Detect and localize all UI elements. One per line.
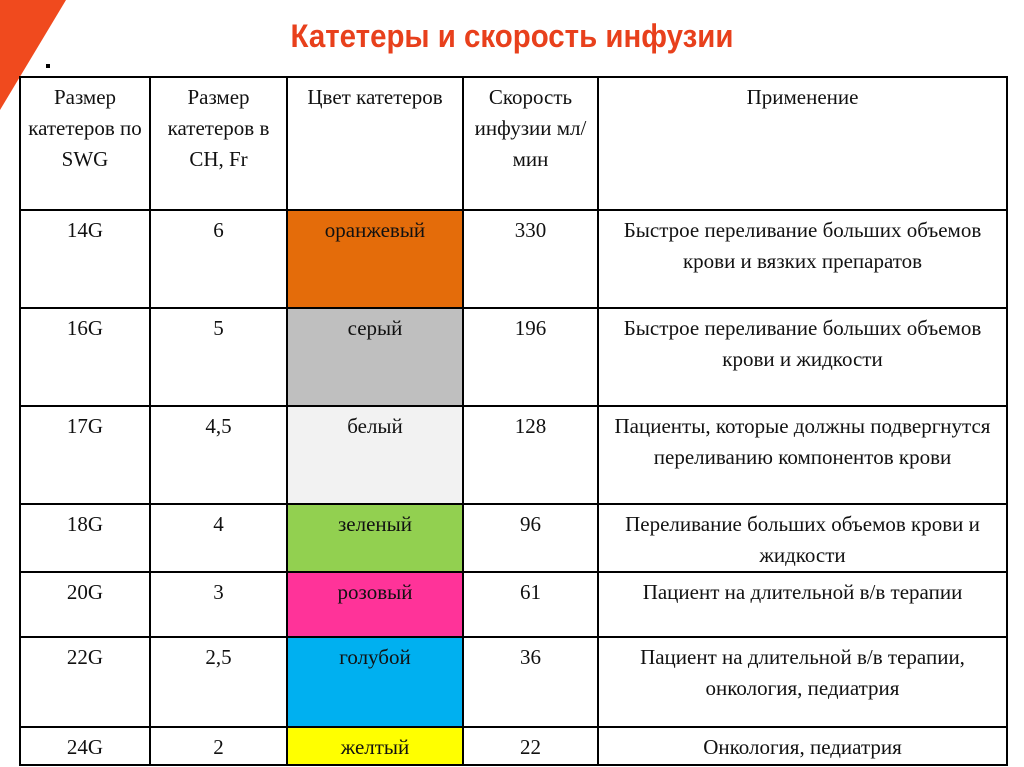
cell-color: зеленый xyxy=(287,504,463,572)
cell-usage: Пациент на длительной в/в терапии xyxy=(598,572,1007,637)
cell-color: голубой xyxy=(287,637,463,727)
header-fr: Размер катетеров в СН, Fr xyxy=(150,77,287,210)
cell-fr: 4,5 xyxy=(150,406,287,504)
cell-usage: Быстрое переливание больших объемов крови и вязких препаратов xyxy=(598,210,1007,308)
cell-fr: 5 xyxy=(150,308,287,406)
cell-rate: 61 xyxy=(463,572,598,637)
cell-swg: 20G xyxy=(20,572,150,637)
cell-swg: 18G xyxy=(20,504,150,572)
header-swg: Размер катетеров по SWG xyxy=(20,77,150,210)
table-row xyxy=(20,210,1007,308)
cell-color: розовый xyxy=(287,572,463,637)
cell-usage: Быстрое переливание больших объемов крови и жидкости xyxy=(598,308,1007,406)
table-row xyxy=(20,572,1007,637)
cell-rate: 330 xyxy=(463,210,598,308)
cell-fr: 6 xyxy=(150,210,287,308)
header-rate: Скорость инфузии мл/мин xyxy=(463,77,598,210)
cell-rate: 36 xyxy=(463,637,598,727)
cell-swg: 14G xyxy=(20,210,150,308)
cell-fr: 3 xyxy=(150,572,287,637)
table-row xyxy=(20,637,1007,727)
cell-usage: Переливание больших объемов крови и жидкости xyxy=(598,504,1007,572)
bullet-dot xyxy=(46,64,50,68)
table-row xyxy=(20,504,1007,572)
header-usage: Применение xyxy=(598,77,1007,210)
cell-usage: Онкология, педиатрия xyxy=(598,727,1007,765)
cell-usage: Пациент на длительной в/в терапии, онкология, педиатрия xyxy=(598,637,1007,727)
cell-color: белый xyxy=(287,406,463,504)
cell-rate: 22 xyxy=(463,727,598,765)
cell-color: серый xyxy=(287,308,463,406)
table-header-row xyxy=(20,77,1007,210)
cell-rate: 96 xyxy=(463,504,598,572)
cell-swg: 16G xyxy=(20,308,150,406)
table-row xyxy=(20,406,1007,504)
cell-swg: 24G xyxy=(20,727,150,765)
cell-usage: Пациенты, которые должны подвергнутся переливанию компонентов крови xyxy=(598,406,1007,504)
cell-rate: 196 xyxy=(463,308,598,406)
cell-color: оранжевый xyxy=(287,210,463,308)
table-row xyxy=(20,308,1007,406)
cell-color: желтый xyxy=(287,727,463,765)
cell-fr: 4 xyxy=(150,504,287,572)
cell-rate: 128 xyxy=(463,406,598,504)
table-row xyxy=(20,727,1007,765)
cell-swg: 17G xyxy=(20,406,150,504)
header-color: Цвет катетеров xyxy=(287,77,463,210)
catheter-table xyxy=(19,76,1008,766)
cell-fr: 2,5 xyxy=(150,637,287,727)
page-title: Катетеры и скорость инфузии xyxy=(290,18,734,54)
cell-swg: 22G xyxy=(20,637,150,727)
cell-fr: 2 xyxy=(150,727,287,765)
